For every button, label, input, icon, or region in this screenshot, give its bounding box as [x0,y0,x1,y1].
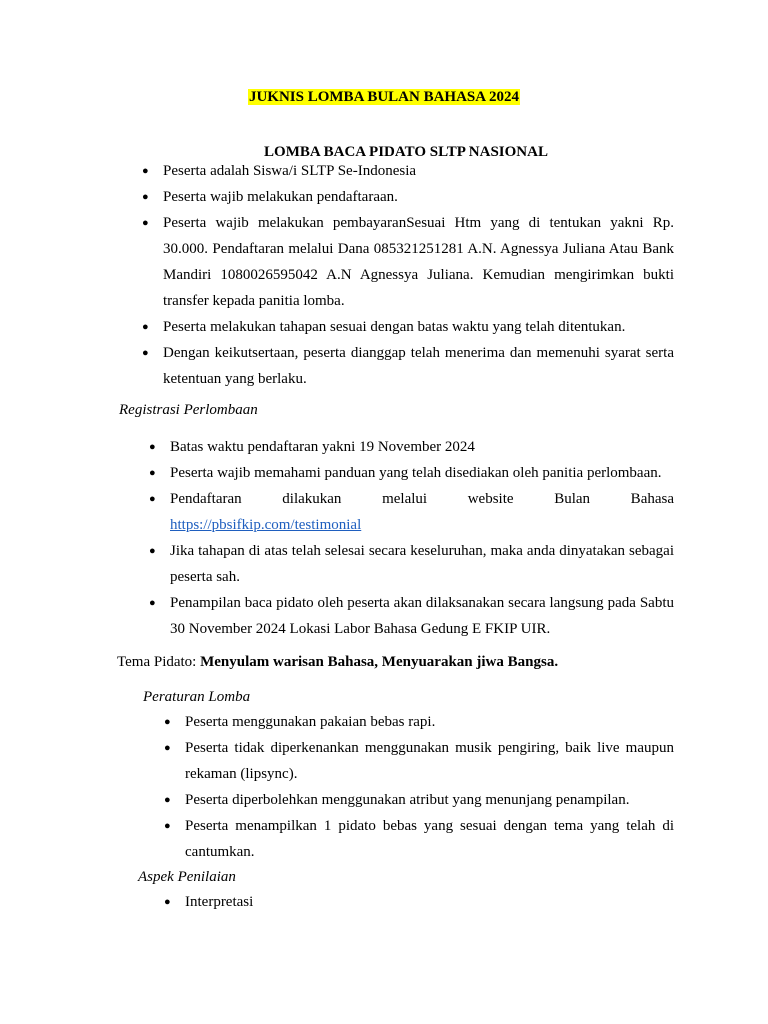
list-item: ● Peserta diperbolehkan menggunakan atribut yang menunjang penampilan. [185,787,674,813]
list-item: ● Peserta melakukan tahapan sesuai dengan batas waktu yang telah ditentukan. [163,314,674,340]
theme-value: Menyulam warisan Bahasa, Menyuarakan jiwa Bangsa. [200,654,559,670]
speech-theme [117,652,558,672]
registration-list [149,434,674,642]
bullet-icon: ● [142,347,149,359]
bullet-icon: ● [164,742,171,754]
list-item: ● Peserta wajib melakukan pendaftaraan. [163,184,674,210]
bullet-icon: ● [164,716,171,728]
bullet-icon: ● [142,191,149,203]
bullet-icon: ● [149,597,156,609]
list-item [170,486,674,538]
list-item: ● Peserta tidak diperkenankan menggunakan musik pengiring, baik live maupun rekaman (lipsync). [185,735,674,787]
bullet-icon: ● [164,896,171,908]
general-list [142,158,674,392]
list-item: ● Batas waktu pendaftaran yakni 19 November 2024 [170,434,674,460]
theme-label: Tema Pidato: [117,654,201,670]
registration-link[interactable]: https://pbsifkip.com/testimonial [170,517,362,533]
document-subtitle: LOMBA BACA PIDATO SLTP NASIONAL [264,144,548,160]
bullet-icon: ● [149,545,156,557]
rules-heading: Peraturan Lomba [143,689,251,705]
bullet-icon: ● [142,321,149,333]
bullet-icon: ● [149,467,156,479]
list-item: ● Interpretasi [185,889,674,915]
bullet-icon: ● [164,820,171,832]
list-item: ● Peserta wajib memahami panduan yang telah disediakan oleh panitia perlombaan. [170,460,674,486]
list-item: ● Peserta wajib melakukan pembayaranSesuai Htm yang di tentukan yakni Rp. 30.000. Pendaftaran melalui Dana 085321251281 A.N. Agnessya Juliana Atau Bank Mandiri 1080026595042 A.N Agnessya Juliana. Kemudian mengirimkan bukti transfer kepada panitia lomba. [163,210,674,314]
bullet-icon: ● [142,165,149,177]
list-item: ● Peserta menggunakan pakaian bebas rapi. [185,709,674,735]
list-item: ● Peserta menampilkan 1 pidato bebas yang sesuai dengan tema yang telah di cantumkan. [185,813,674,865]
bullet-icon: ● [164,794,171,806]
bullet-icon: ● [149,441,156,453]
list-item: ● Jika tahapan di atas telah selesai secara keseluruhan, maka anda dinyatakan sebagai peserta sah. [170,538,674,590]
registration-heading: Registrasi Perlombaan [119,402,258,418]
bullet-icon: ● [149,493,156,505]
assessment-heading: Aspek Penilaian [138,869,236,885]
bullet-icon: ● [142,217,149,229]
assessment-list [164,889,674,915]
list-item: ● Pendaftaran dilakukan melalui website Bulan Bahasa [170,486,674,512]
list-item: ● Penampilan baca pidato oleh peserta akan dilaksanakan secara langsung pada Sabtu 30 November 2024 Lokasi Labor Bahasa Gedung E FKIP UIR. [170,590,674,642]
list-item: ● Peserta adalah Siswa/i SLTP Se-Indonesia [163,158,674,184]
rules-list [164,709,674,865]
list-item: ● Dengan keikutsertaan, peserta dianggap telah menerima dan memenuhi syarat serta ketentuan yang berlaku. [163,340,674,392]
document-title: JUKNIS LOMBA BULAN BAHASA 2024 [248,89,520,105]
